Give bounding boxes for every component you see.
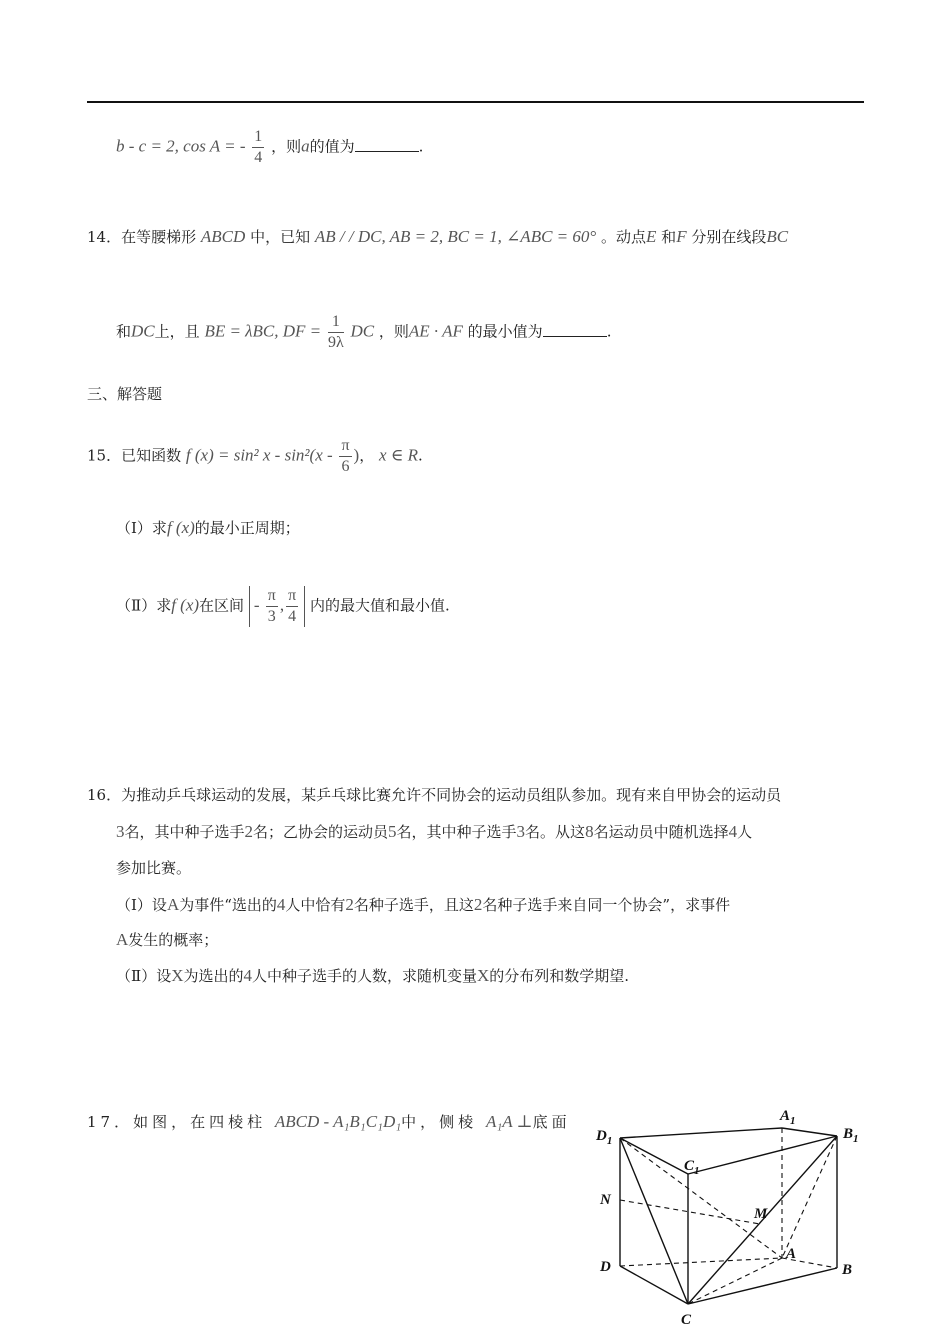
q13-condition: b - c = 2, cos A = - (116, 136, 246, 156)
label-c1: $C_1$ (684, 1158, 700, 1177)
q17-stem: 17．如图，在四棱柱 ABCD - A₁B₁C₁D₁中，侧棱 A₁A ⊥底面 (87, 1112, 571, 1131)
q16-line-2: 3名，其中种子选手2名；乙协会的运动员5名，其中种子选手3名。从这8名运动员中随机选择4人 (116, 822, 753, 841)
hidden-segment-a-c (688, 1258, 782, 1304)
q14-fraction: $\frac{1}{9\lambda}$ (327, 313, 344, 351)
q14-vector-condition: BE = λBC, DF = (204, 321, 322, 341)
q16-part-1-cont: A发生的概率； (116, 930, 219, 949)
q17-number: 17． (87, 1113, 134, 1131)
q14-line-2: 和DC上，且 BE = λBC, DF = $\frac{1}{9\lambda}$ DC ，则AE · AF 的最小值为 . (116, 313, 612, 351)
q15-interval: - $\frac{\pi}{3}$ , $\frac{\pi}{4}$ (249, 586, 305, 627)
q14-dot-product: AE · AF (408, 321, 463, 341)
q15-part-1: （Ⅰ）求f (x)的最小正周期； (116, 518, 300, 537)
label-d: D (600, 1259, 611, 1275)
label-b1: $B_1$ (843, 1126, 859, 1145)
q17-prism: ABCD - A₁B₁C₁D₁ (274, 1112, 402, 1131)
prism-figure (592, 1098, 870, 1330)
q13-line: b - c = 2, cos A = - $\frac{1}{4}$ ，则a的值为 . (116, 128, 424, 166)
q15-number: 15． (87, 446, 122, 465)
label-d1: $D_1$ (596, 1128, 613, 1147)
label-b: B (842, 1262, 853, 1278)
edge-b1-c1 (688, 1136, 837, 1174)
answer-blank (355, 137, 419, 152)
q14-number: 14． (87, 228, 122, 246)
segment-d1-c (620, 1138, 688, 1304)
edge-d-c (620, 1266, 688, 1304)
label-a1: $A_1$ (780, 1108, 796, 1127)
q16-line-3: 参加比赛。 (116, 859, 192, 877)
hidden-segment-b1-a (782, 1136, 837, 1258)
q13-var-a: a (301, 136, 310, 156)
q16-number: 16． (87, 786, 122, 804)
answer-blank (543, 322, 607, 337)
q16-part-1: （Ⅰ）设A为事件“选出的4人中恰有2名种子选手，且这2名种子选手来自同一个协会”，求事件 (116, 895, 731, 914)
label-m: M (754, 1206, 768, 1222)
q15-function: f (x) = sin² x - sin²(x - (185, 445, 333, 465)
label-n: N (600, 1192, 611, 1208)
hidden-segment-n-m (620, 1200, 760, 1224)
q15-part-2: （Ⅱ）求f (x)在区间 - $\frac{\pi}{3}$ , $\frac{\pi}{4}$ 内的最大值和最小值. (116, 587, 450, 625)
q14-condition: AB / / DC, AB = 2, BC = 1, ∠ABC = 60° (314, 227, 597, 246)
hidden-edge-d-a (620, 1258, 782, 1266)
edge-c1-d1 (620, 1138, 688, 1174)
q16-part-2: （Ⅱ）设X为选出的4人中种子选手的人数，求随机变量X的分布列和数学期望. (116, 966, 630, 985)
q14-line-1: 14．在等腰梯形 ABCD 中，已知 AB / / DC, AB = 2, BC = 1, ∠ABC = 60° 。动点E 和F 分别在线段BC (87, 227, 789, 246)
header-rule (87, 101, 864, 103)
edge-a1-b1 (782, 1128, 837, 1136)
q13-fraction: $\frac{1}{4}$ (254, 128, 263, 166)
label-a: A (786, 1246, 797, 1262)
edge-d1-a1 (620, 1128, 782, 1138)
q15-stem: 15．已知函数 f (x) = sin² x - sin²(x - $\frac{\pi}{6}$ )， x ∈ R. (87, 437, 423, 475)
label-c: C (681, 1312, 692, 1328)
q16-line-1: 16．为推动乒乓球运动的发展，某乒乓球比赛允许不同协会的运动员组队参加。现有来自甲协会的运动员 (87, 786, 782, 804)
section-title: 三、解答题 (87, 385, 163, 403)
edge-c-b (688, 1268, 837, 1304)
